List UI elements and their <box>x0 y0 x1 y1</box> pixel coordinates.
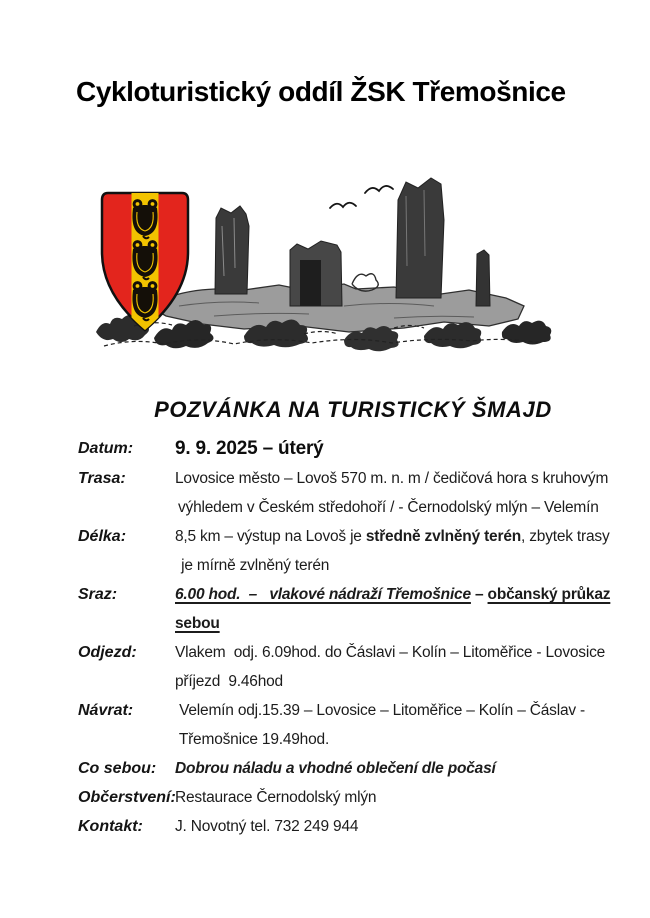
detail-row <box>78 638 638 696</box>
detail-text: středně zvlněný terén <box>365 528 522 545</box>
detail-label: Odjezd: <box>78 644 137 661</box>
detail-row <box>78 754 638 783</box>
detail-text: 9. 9. 2025 – úterý <box>175 438 324 459</box>
detail-text: 6.00 hod. – vlakové nádraží Třemošnice <box>175 586 471 603</box>
detail-text: , zbytek trasy <box>521 528 610 545</box>
detail-row <box>78 580 638 638</box>
birds-icon <box>330 186 393 208</box>
detail-text: příjezd 9.46hod <box>175 673 283 690</box>
detail-row <box>78 522 638 580</box>
detail-text: je mírně zvlněný terén <box>177 557 330 574</box>
detail-label: Návrat: <box>78 702 134 719</box>
club-emblem-image <box>94 156 552 352</box>
detail-label: Co sebou: <box>78 760 157 777</box>
detail-value <box>175 522 638 580</box>
detail-row <box>78 696 638 754</box>
detail-text: Velemín odj.15.39 – Lovosice – Litoměřice – Kolín – Čáslav - <box>175 702 585 719</box>
detail-text: Dobrou náladu a vhodné oblečení dle počasí <box>175 760 496 777</box>
detail-text: sebou <box>175 615 220 632</box>
detail-value <box>175 638 638 696</box>
detail-label: Občerstvení: <box>78 789 176 806</box>
detail-text: 8,5 km – výstup na Lovoš je <box>175 528 366 545</box>
page-title: Cykloturistický oddíl ŽSK Třemošnice <box>76 76 566 107</box>
detail-value <box>175 434 638 464</box>
detail-label: Sraz: <box>78 586 118 603</box>
stirrup-icon <box>132 201 157 321</box>
detail-text: občanský průkaz <box>487 586 611 603</box>
detail-text: Restaurace Černodolský mlýn <box>175 789 377 806</box>
detail-row <box>78 783 638 812</box>
detail-label: Kontakt: <box>78 818 143 835</box>
detail-text: Třemošnice 19.49hod. <box>175 731 330 748</box>
detail-value <box>175 696 638 754</box>
invitation-heading: POZVÁNKA NA TURISTICKÝ ŠMAJD <box>154 397 552 422</box>
detail-text: J. Novotný tel. 732 249 944 <box>175 818 359 835</box>
detail-text: výhledem v Českém středohoří / - Černodolský mlýn – Velemín <box>178 499 599 516</box>
detail-row <box>78 812 638 841</box>
detail-text: Lovosice město – Lovoš 570 m. n. m / čedičová hora s kruhovým <box>175 470 609 487</box>
detail-value <box>175 812 638 841</box>
detail-value <box>175 464 638 522</box>
detail-value <box>175 754 638 783</box>
detail-row <box>78 434 638 464</box>
detail-label: Délka: <box>78 528 127 545</box>
detail-row <box>78 464 638 522</box>
detail-value <box>175 783 638 812</box>
detail-value <box>175 580 638 638</box>
detail-label: Datum: <box>78 440 134 457</box>
detail-text: Vlakem odj. 6.09hod. do Čáslavi – Kolín – Litoměřice - Lovosice <box>175 644 606 661</box>
detail-text: – <box>470 586 488 603</box>
detail-label: Trasa: <box>78 470 126 487</box>
details-list <box>78 434 638 841</box>
